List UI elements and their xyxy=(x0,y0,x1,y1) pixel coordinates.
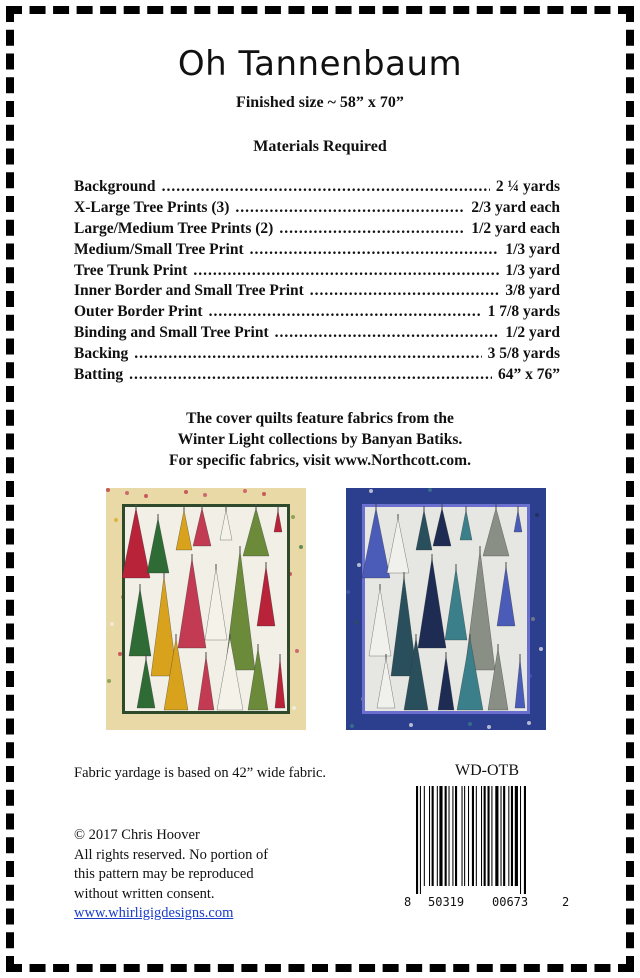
copyright-line: All rights reserved. No portion of xyxy=(74,846,269,863)
dot-leader xyxy=(129,366,492,384)
materials-row xyxy=(74,282,560,303)
barcode-bar xyxy=(511,786,513,886)
barcode-bar xyxy=(524,786,526,894)
cover-note-line: For specific fabrics, visit www.Northcott.com. xyxy=(169,452,471,469)
copyright-line: without written consent. xyxy=(74,885,215,902)
barcode-bar xyxy=(464,786,465,886)
barcode-bar xyxy=(462,786,463,886)
border-print-dot xyxy=(203,493,207,497)
dot-leader xyxy=(250,241,500,259)
barcode-bar xyxy=(472,786,474,886)
barcode-bar xyxy=(501,786,502,886)
border-print-dot xyxy=(184,490,188,494)
materials-row xyxy=(74,241,560,262)
barcode-bar xyxy=(439,786,442,886)
barcode-bar xyxy=(503,786,505,886)
border-print-dot xyxy=(110,622,114,626)
dot-leader xyxy=(193,262,499,280)
materials-row xyxy=(74,324,560,345)
barcode-bar xyxy=(437,786,438,886)
finished-size: Finished size ~ 58” x 70” xyxy=(236,94,404,111)
dot-leader xyxy=(279,220,465,238)
material-amount: 3 5/8 yards xyxy=(487,345,560,363)
cover-note-line: The cover quilts feature fabrics from the xyxy=(186,410,454,427)
quilt-image-warm xyxy=(106,488,306,730)
materials-row xyxy=(74,345,560,366)
border-print-dot xyxy=(354,620,358,624)
fabric-yardage-note: Fabric yardage is based on 42” wide fabric. xyxy=(74,765,327,781)
border-print-dot xyxy=(409,723,413,727)
cover-quilt-note xyxy=(0,408,640,471)
barcode-bar xyxy=(452,786,453,886)
material-amount: 1/2 yard each xyxy=(471,219,560,237)
barcode-digit-group: 2 xyxy=(562,895,570,909)
dot-leader xyxy=(275,324,500,342)
barcode-bar xyxy=(455,786,457,886)
material-item: Outer Border Print xyxy=(74,303,203,321)
border-print-dot xyxy=(262,492,266,496)
border-print-dot xyxy=(369,489,373,493)
border-print-dot xyxy=(118,652,122,656)
barcode-bar xyxy=(484,786,486,886)
border-print-dot xyxy=(539,647,543,651)
barcode-bar xyxy=(488,786,490,886)
material-item: Background xyxy=(74,178,156,195)
border-print-dot xyxy=(125,491,129,495)
copyright-line: this pattern may be reproduced xyxy=(74,866,254,882)
border-print-dot xyxy=(487,725,491,729)
material-item: Binding and Small Tree Print xyxy=(74,324,269,342)
materials-heading: Materials Required xyxy=(253,138,387,155)
material-item: Tree Trunk Print xyxy=(74,261,188,279)
material-amount: 1/2 yard xyxy=(505,324,560,342)
barcode-bar xyxy=(515,786,518,886)
barcode-bar xyxy=(416,786,418,894)
pattern-code: WD-OTB xyxy=(455,762,519,779)
material-item: Backing xyxy=(74,345,129,363)
barcode-digit-group: 50319 xyxy=(428,895,465,909)
dot-leader xyxy=(209,303,482,321)
materials-row xyxy=(74,262,560,283)
barcode-bar xyxy=(508,786,509,886)
border-print-dot xyxy=(106,488,110,492)
quilt-image-cool xyxy=(346,488,546,730)
barcode-digit-group: 00673 xyxy=(492,895,529,909)
barcode-bar xyxy=(468,786,469,886)
materials-row xyxy=(74,178,560,199)
material-item: X-Large Tree Prints (3) xyxy=(74,198,230,216)
border-print-dot xyxy=(299,545,303,549)
border-print-dot xyxy=(350,724,354,728)
copyright-block xyxy=(74,826,268,924)
barcode-bar xyxy=(420,786,421,894)
website-link[interactable]: www.whirligigdesigns.com xyxy=(74,905,234,921)
border-print-dot xyxy=(114,518,118,522)
border-print-dot xyxy=(346,590,350,594)
barcode-bar xyxy=(495,786,498,886)
border-print-dot xyxy=(243,489,247,493)
border-print-dot xyxy=(144,494,148,498)
copyright-line: © 2017 Chris Hoover xyxy=(74,827,200,843)
border-print-dot xyxy=(527,721,531,725)
material-amount: 2/3 yard each xyxy=(471,198,560,216)
materials-row xyxy=(74,366,560,387)
material-item: Batting xyxy=(74,366,124,384)
material-amount: 3/8 yard xyxy=(505,282,560,300)
material-amount: 1/3 yard xyxy=(505,261,560,279)
materials-row xyxy=(74,303,560,324)
border-print-dot xyxy=(535,513,539,517)
border-print-dot xyxy=(468,722,472,726)
border-print-dot xyxy=(357,563,361,567)
barcode-bar xyxy=(520,786,521,894)
barcode-bar xyxy=(491,786,492,886)
barcode-bar xyxy=(476,786,477,886)
material-item: Medium/Small Tree Print xyxy=(74,240,244,258)
material-amount: 2 ¼ yards xyxy=(495,178,560,195)
material-amount: 1/3 yard xyxy=(505,240,560,258)
materials-list xyxy=(74,178,560,387)
materials-row xyxy=(74,199,560,220)
barcode-bar xyxy=(432,786,434,886)
cover-note-line: Winter Light collections by Banyan Batiks. xyxy=(177,431,463,448)
barcode-bar xyxy=(429,786,430,886)
dot-leader xyxy=(162,178,490,196)
dot-leader xyxy=(134,345,481,363)
border-print-dot xyxy=(295,649,299,653)
barcode-bar xyxy=(445,786,447,886)
dot-leader xyxy=(235,199,465,217)
materials-row xyxy=(74,220,560,241)
border-print-dot xyxy=(291,515,295,519)
dot-leader xyxy=(310,282,500,300)
material-item: Inner Border and Small Tree Print xyxy=(74,282,304,300)
barcode-image xyxy=(414,786,564,898)
barcode-bar xyxy=(449,786,450,886)
pattern-title: Oh Tannenbaum xyxy=(177,44,463,84)
material-item: Large/Medium Tree Prints (2) xyxy=(74,219,274,237)
border-print-dot xyxy=(107,679,111,683)
border-print-dot xyxy=(531,617,535,621)
material-amount: 64” x 76” xyxy=(498,366,560,384)
barcode-bar xyxy=(424,786,425,886)
border-print-dot xyxy=(428,488,432,492)
barcode-bar xyxy=(481,786,482,886)
barcode-digit-group: 8 xyxy=(404,895,412,909)
material-amount: 1 7/8 yards xyxy=(487,303,560,321)
border-print-dot xyxy=(292,706,296,710)
